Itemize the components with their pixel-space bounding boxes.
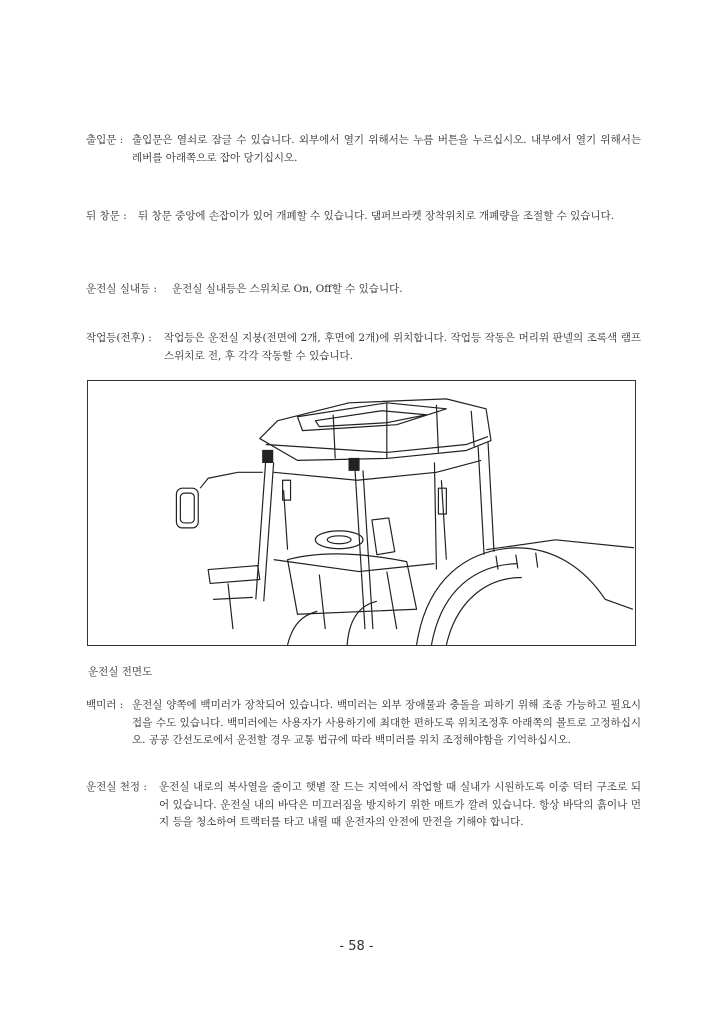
entry-cabin-ceiling	[86, 779, 641, 832]
entry-work-lights	[86, 330, 641, 365]
entry-text: 운전실 내로의 복사열을 줄이고 햇볕 잘 드는 지역에서 작업할 때 실내가 시원하도록 이중 덕터 구조로 되어 있습니다. 운전실 내의 바닥은 미끄러짐을 방지하기 위한 매트가 깔려 있습니다. 항상 바닥의 흙이나 먼지 등을 청소하여 트랙터를 타고 내릴 때 운전자의 안전에 만전을 기해야 합니다.	[159, 781, 641, 828]
entry-rear-mirror	[86, 697, 641, 750]
entry-term: 운전실 천정 :	[86, 781, 147, 793]
entry-term: 작업등(전후) :	[86, 332, 152, 344]
entry-text: 출입문은 열쇠로 잠글 수 있습니다. 외부에서 열기 위해서는 누름 버튼을 누르십시오. 내부에서 열기 위해서는 레버를 아래쪽으로 잡아 당기십시오.	[132, 134, 641, 164]
entry-text: 뒤 창문 중앙에 손잡이가 있어 개폐할 수 있습니다. 댐퍼브라켓 장착위치로 개폐량을 조절할 수 있습니다.	[138, 210, 615, 222]
entry-term: 출입문 :	[86, 134, 124, 146]
entry-text: 운전실 실내등은 스위치로 On, Off할 수 있습니다.	[172, 283, 403, 295]
entry-door	[86, 132, 641, 167]
entry-rear-window	[86, 208, 641, 226]
figure-caption: 운전실 전면도	[88, 666, 153, 678]
entry-text: 운전실 양쪽에 백미러가 장착되어 있습니다. 백미러는 외부 장애물과 충돌을 피하기 위해 조종 가능하고 필요시 접을 수도 있습니다. 백미러에는 사용자가 사용하기에 최대한 편하도록 위치조정후 아래쪽의 볼트로 고정하십시오. 공공 간선도로에서 운전할 경우 교통 법규에 따라 백미러를 위치 조정해야함을 기억하십시오.	[132, 699, 641, 746]
entry-text: 작업등은 운전실 지붕(전면에 2개, 후면에 2개)에 위치합니다. 작업등 작동은 머리위 판넬의 조록색 램프 스위치로 전, 후 각각 작동할 수 있습니다.	[164, 332, 641, 362]
entry-term: 백미러 :	[86, 699, 124, 711]
entry-cabin-light	[86, 281, 641, 299]
cabin-front-illustration	[87, 380, 636, 646]
page-number: - 58 -	[339, 939, 374, 954]
entry-term: 뒤 창문 :	[86, 210, 127, 222]
entry-term: 운전실 실내등 :	[86, 283, 158, 295]
